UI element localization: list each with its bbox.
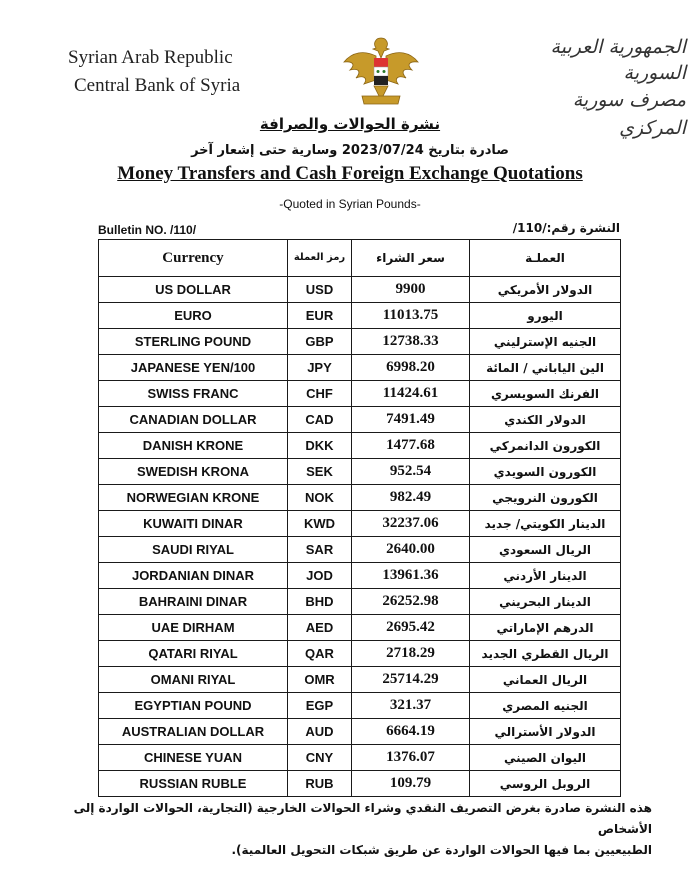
buy-rate: 952.54 xyxy=(352,459,470,485)
buy-rate: 2695.42 xyxy=(352,615,470,641)
table-row xyxy=(99,485,621,511)
footer-line-1: هذه النشرة صادرة بغرض التصريف النقدي وشراء الحوالات الخارجية (التجارية، الحوالات الواردة إلى الأشخاص xyxy=(73,801,652,836)
currency-code: BHD xyxy=(288,589,352,615)
currency-name: STERLING POUND xyxy=(99,329,288,355)
buy-rate: 11013.75 xyxy=(352,303,470,329)
en-bank-name: Central Bank of Syria xyxy=(74,75,241,96)
rates-body xyxy=(99,277,621,797)
currency-name: EGYPTIAN POUND xyxy=(99,693,288,719)
buy-rate: 6664.19 xyxy=(352,719,470,745)
currency-name: DANISH KRONE xyxy=(99,433,288,459)
buy-rate: 12738.33 xyxy=(352,329,470,355)
buy-rate: 6998.20 xyxy=(352,355,470,381)
table-row xyxy=(99,407,621,433)
currency-name-arabic: الدينار الأردني xyxy=(470,563,621,589)
currency-code: KWD xyxy=(288,511,352,537)
currency-name: KUWAITI DINAR xyxy=(99,511,288,537)
currency-name: OMANI RIYAL xyxy=(99,667,288,693)
currency-name: AUSTRALIAN DOLLAR xyxy=(99,719,288,745)
table-row xyxy=(99,719,621,745)
bulletin-number-en: Bulletin NO. /110/ xyxy=(98,223,197,237)
currency-name-arabic: اليوان الصيني xyxy=(470,745,621,771)
footer-note xyxy=(70,798,652,861)
table-row xyxy=(99,511,621,537)
currency-name-arabic: الدولار الكندي xyxy=(470,407,621,433)
currency-code: AUD xyxy=(288,719,352,745)
currency-name-arabic: الجنيه المصري xyxy=(470,693,621,719)
currency-name-arabic: الكورون الدانمركي xyxy=(470,433,621,459)
buy-rate: 109.79 xyxy=(352,771,470,797)
currency-name: SAUDI RIYAL xyxy=(99,537,288,563)
currency-code: CAD xyxy=(288,407,352,433)
buy-rate: 1376.07 xyxy=(352,745,470,771)
buy-rate: 7491.49 xyxy=(352,407,470,433)
currency-code: CHF xyxy=(288,381,352,407)
currency-name: QATARI RIYAL xyxy=(99,641,288,667)
currency-name: NORWEGIAN KRONE xyxy=(99,485,288,511)
table-row xyxy=(99,459,621,485)
ar-bank-name: مصرف سورية المركزي xyxy=(572,89,686,139)
table-row xyxy=(99,693,621,719)
currency-code: GBP xyxy=(288,329,352,355)
currency-name-arabic: الروبل الروسي xyxy=(470,771,621,797)
eagle-emblem-icon xyxy=(340,34,422,108)
english-letterhead xyxy=(68,44,240,100)
currency-name: CHINESE YUAN xyxy=(99,745,288,771)
table-header-row xyxy=(99,240,621,277)
exchange-rates-table xyxy=(98,239,621,797)
buy-rate: 13961.36 xyxy=(352,563,470,589)
table-row xyxy=(99,563,621,589)
currency-code: AED xyxy=(288,615,352,641)
buy-rate: 26252.98 xyxy=(352,589,470,615)
table-row xyxy=(99,667,621,693)
currency-name-arabic: الفرنك السويسري xyxy=(470,381,621,407)
currency-name-arabic: الريال العماني xyxy=(470,667,621,693)
table-row xyxy=(99,381,621,407)
table-row xyxy=(99,771,621,797)
buy-rate: 1477.68 xyxy=(352,433,470,459)
currency-name-arabic: الدرهم الإماراتي xyxy=(470,615,621,641)
header-code: رمز العملة xyxy=(288,240,352,277)
buy-rate: 32237.06 xyxy=(352,511,470,537)
currency-name: JORDANIAN DINAR xyxy=(99,563,288,589)
currency-code: JOD xyxy=(288,563,352,589)
currency-code: RUB xyxy=(288,771,352,797)
currency-code: DKK xyxy=(288,433,352,459)
currency-name-arabic: اليورو xyxy=(470,303,621,329)
currency-name: US DOLLAR xyxy=(99,277,288,303)
currency-name: UAE DIRHAM xyxy=(99,615,288,641)
currency-name: BAHRAINI DINAR xyxy=(99,589,288,615)
currency-code: SEK xyxy=(288,459,352,485)
currency-name-arabic: الريال القطري الجديد xyxy=(470,641,621,667)
table-row xyxy=(99,277,621,303)
currency-code: NOK xyxy=(288,485,352,511)
buy-rate: 11424.61 xyxy=(352,381,470,407)
currency-name: SWEDISH KRONA xyxy=(99,459,288,485)
currency-code: SAR xyxy=(288,537,352,563)
currency-name-arabic: الكورون النرويجي xyxy=(470,485,621,511)
bulletin-number-ar: النشرة رقم:/110/ xyxy=(512,221,620,235)
currency-name: CANADIAN DOLLAR xyxy=(99,407,288,433)
footer-line-2: الطبيعيين بما فيها الحوالات الواردة عن طريق شبكات التحويل العالمية). xyxy=(231,843,652,857)
currency-name: EURO xyxy=(99,303,288,329)
table-row xyxy=(99,745,621,771)
currency-code: EGP xyxy=(288,693,352,719)
buy-rate: 9900 xyxy=(352,277,470,303)
header-buy-rate: سعر الشراء xyxy=(352,240,470,277)
buy-rate: 2640.00 xyxy=(352,537,470,563)
currency-name-arabic: الكورون السويدي xyxy=(470,459,621,485)
buy-rate: 25714.29 xyxy=(352,667,470,693)
table-row xyxy=(99,537,621,563)
currency-name: SWISS FRANC xyxy=(99,381,288,407)
currency-code: QAR xyxy=(288,641,352,667)
currency-code: OMR xyxy=(288,667,352,693)
table-row xyxy=(99,303,621,329)
ar-country-name: الجمهورية العربية السورية xyxy=(550,36,686,84)
currency-name: RUSSIAN RUBLE xyxy=(99,771,288,797)
buy-rate: 2718.29 xyxy=(352,641,470,667)
buy-rate: 982.49 xyxy=(352,485,470,511)
currency-name-arabic: الدينار البحريني xyxy=(470,589,621,615)
currency-code: EUR xyxy=(288,303,352,329)
currency-name-arabic: الريال السعودي xyxy=(470,537,621,563)
currency-name: JAPANESE YEN/100 xyxy=(99,355,288,381)
currency-code: JPY xyxy=(288,355,352,381)
arabic-title: نشرة الحوالات والصرافة xyxy=(259,115,441,133)
english-title: Money Transfers and Cash Foreign Exchange Quotations xyxy=(117,163,583,184)
table-row xyxy=(99,615,621,641)
buy-rate: 321.37 xyxy=(352,693,470,719)
table-row xyxy=(99,355,621,381)
table-row xyxy=(99,329,621,355)
table-row xyxy=(99,641,621,667)
currency-code: USD xyxy=(288,277,352,303)
issue-date-line: صادرة بتاريخ 2023/07/24 وسارية حتى إشعار آخر xyxy=(191,143,509,158)
currency-name-arabic: الدولار الأسترالي xyxy=(470,719,621,745)
currency-name-arabic: الين الياباني / المائة xyxy=(470,355,621,381)
header-currency: Currency xyxy=(99,240,288,277)
currency-code: CNY xyxy=(288,745,352,771)
quote-currency-subtitle: -Quoted in Syrian Pounds- xyxy=(279,197,421,211)
table-row xyxy=(99,589,621,615)
header-currency-arabic: العملـة xyxy=(470,240,621,277)
currency-name-arabic: الجنيه الإسترليني xyxy=(470,329,621,355)
en-country-name: Syrian Arab Republic xyxy=(68,47,233,68)
currency-name-arabic: الدينار الكويتي/ جديد xyxy=(470,511,621,537)
table-row xyxy=(99,433,621,459)
currency-name-arabic: الدولار الأمريكي xyxy=(470,277,621,303)
